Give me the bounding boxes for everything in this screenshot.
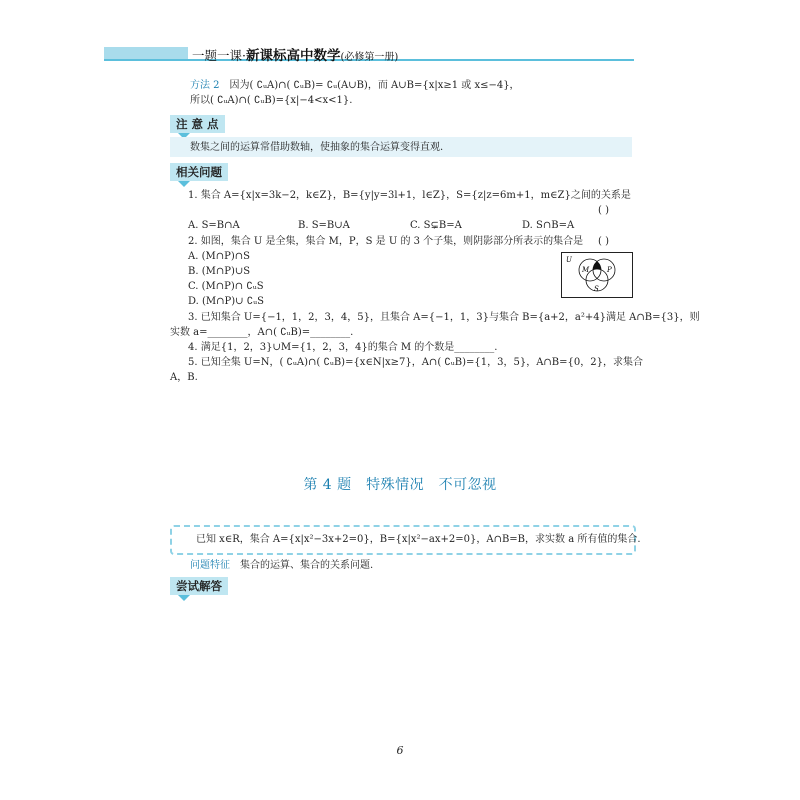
method2-line2: 所以( ∁ᵤA)∩( ∁ᵤB)={x|−4<x<1}. xyxy=(190,95,353,106)
q2-option-d: D. (M∩P)∪ ∁ᵤS xyxy=(188,296,264,307)
venn-label-u: U xyxy=(566,256,572,264)
q2-paren: ( ) xyxy=(598,236,609,247)
header-prefix: 一题一课· xyxy=(192,48,246,63)
q3-line2: 实数 a=________，A∩( ∁ᵤB)=________. xyxy=(170,327,354,338)
q1-option-d: D. S∩B=A xyxy=(522,220,575,231)
q2-option-a: A. (M∩P)∩S xyxy=(188,251,250,262)
q2-text: 2. 如图，集合 U 是全集，集合 M，P，S 是 U 的 3 个子集，则阴影部分所表示的集合是 xyxy=(188,236,584,247)
problem-statement: 已知 x∈R，集合 A={x|x²−3x+2=0}，B={x|x²−ax+2=0}，A∩B=B，求实数 a 所有值的集合. xyxy=(196,534,641,545)
problem-feature-label: 问题特征 xyxy=(190,560,230,571)
method2-label: 方法 2 xyxy=(190,80,220,91)
related-tag-arrow xyxy=(178,181,190,187)
q1-paren: ( ) xyxy=(598,205,609,216)
header-suffix: (必修第一册) xyxy=(340,52,399,63)
venn-label-m: M xyxy=(582,266,590,274)
note-text: 数集之间的运算常借助数轴，使抽象的集合运算变得直观. xyxy=(190,142,444,153)
q1-option-c: C. S⊊B=A xyxy=(410,220,462,231)
q3-line1: 3. 已知集合 U={−1，1，2，3，4，5}，且集合 A={−1，1，3}与集合 B={a+2，a²+4}满足 A∩B={3}，则 xyxy=(188,312,700,323)
related-tag: 相关问题 xyxy=(170,163,228,181)
venn-diagram xyxy=(561,252,633,298)
running-header xyxy=(192,44,398,64)
venn-label-s: S xyxy=(594,285,599,293)
problem-feature-line xyxy=(190,558,373,573)
try-answer-tag-arrow xyxy=(178,595,190,601)
header-title: 新课标高中数学 xyxy=(245,48,341,64)
q1-option-a: A. S=B∩A xyxy=(188,220,240,231)
note-tag: 注 意 点 xyxy=(170,115,225,133)
problem-title: 第 4 题 特殊情况 不可忽视 xyxy=(303,477,497,493)
q2-option-b: B. (M∩P)∪S xyxy=(188,266,251,277)
q5-line2: A，B. xyxy=(170,372,198,383)
q1-option-b: B. S=B∪A xyxy=(298,220,350,231)
venn-label-p: P xyxy=(607,266,612,274)
page-number: 6 xyxy=(396,744,404,757)
method2-line1: 方法 2 因为( ∁ᵤA)∩( ∁ᵤB)= ∁ᵤ(A∪B)，而 A∪B={x|x≥1 或 x≤−4}， xyxy=(190,80,520,91)
q5-line1: 5. 已知全集 U=N，( ∁ᵤA)∩( ∁ᵤB)={x∈N|x≥7}，A∩( ∁ᵤB)={1，3，5}，A∩B={0，2}，求集合 xyxy=(188,357,643,368)
header-stripe xyxy=(104,47,188,59)
q4-text: 4. 满足{1，2，3}∪M={1，2，3，4}的集合 M 的个数是________. xyxy=(188,342,498,353)
problem-feature-text: 集合的运算、集合的关系问题. xyxy=(240,560,374,571)
q1-text: 1. 集合 A={x|x=3k−2，k∈Z}，B={y|y=3l+1，l∈Z}，S={z|z=6m+1，m∈Z}之间的关系是 xyxy=(188,190,631,201)
q2-option-c: C. (M∩P)∩ ∁ᵤS xyxy=(188,281,264,292)
venn-svg xyxy=(562,253,632,297)
try-answer-tag: 尝试解答 xyxy=(170,577,228,595)
